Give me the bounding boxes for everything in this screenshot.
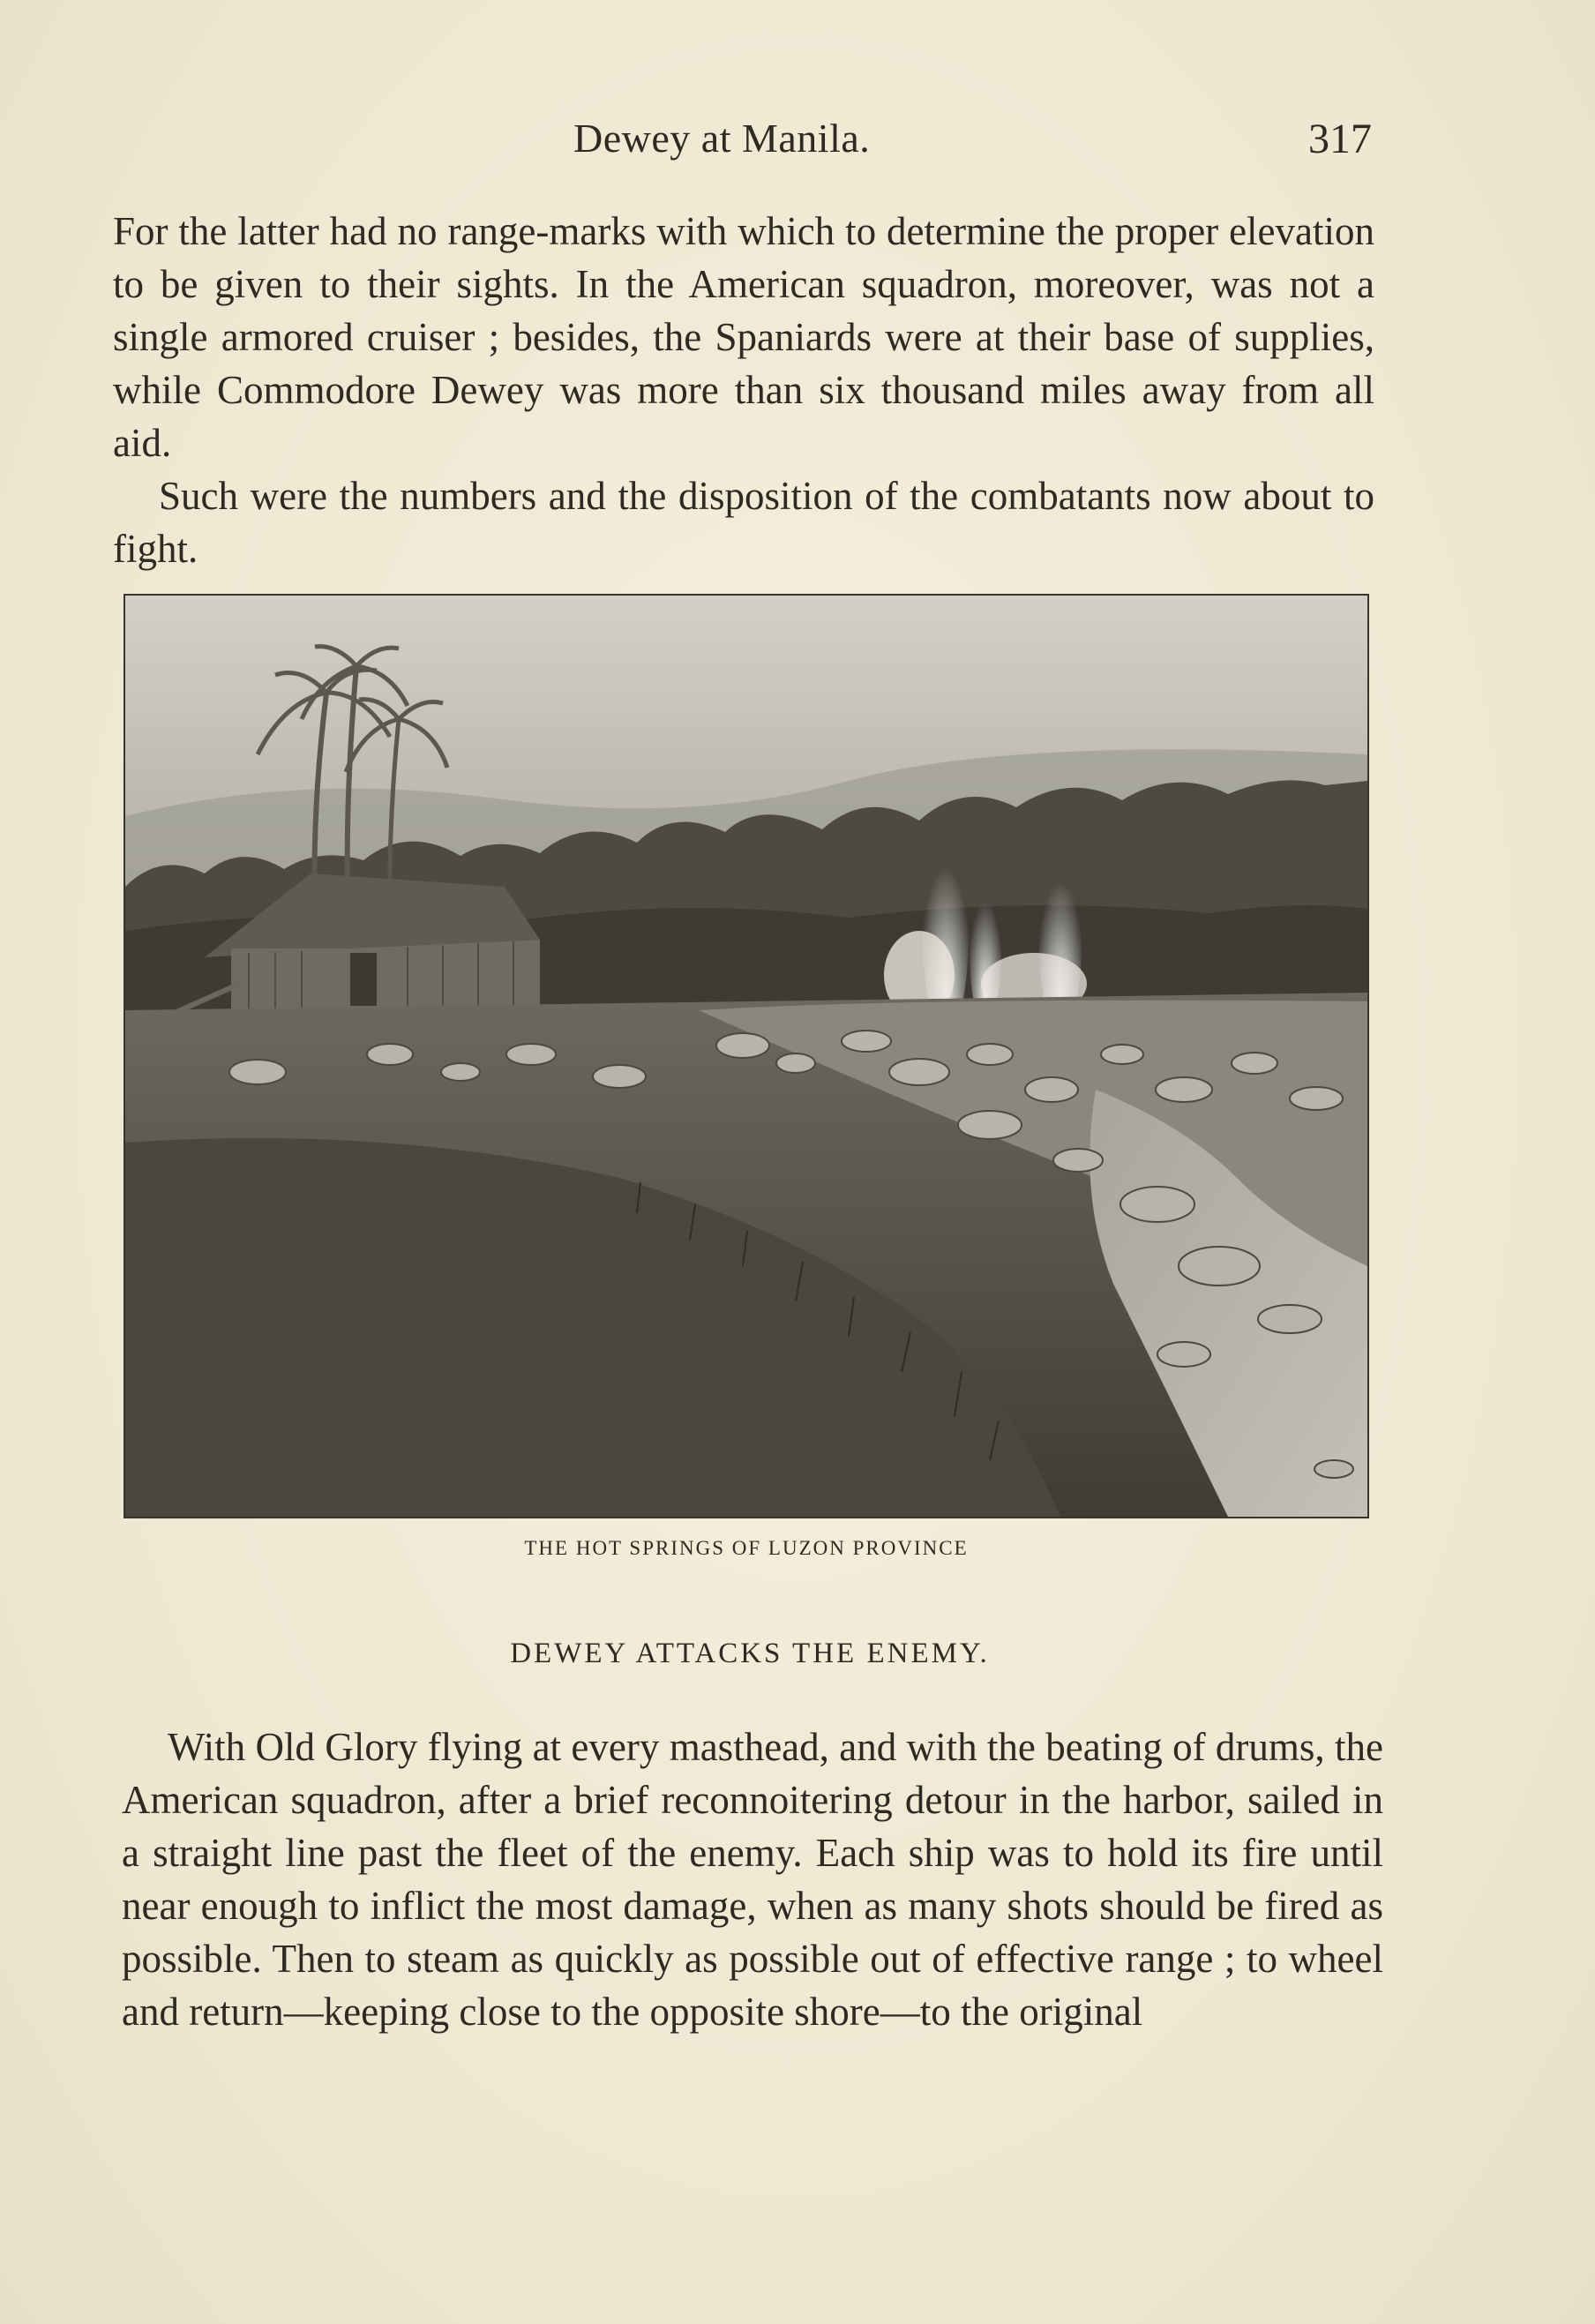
photo-illustration — [125, 596, 1367, 1517]
running-head — [115, 115, 1372, 168]
paragraph: Such were the numbers and the disposition of the combatants now about to fight. — [113, 474, 1374, 571]
section-heading: DEWEY ATTACKS THE ENEMY. — [510, 1638, 990, 1669]
photograph-hot-springs — [124, 594, 1369, 1518]
top-text-block — [113, 205, 1374, 575]
paragraph: For the latter had no range-marks with which to determine the proper elevation to be given to their sights. In the American squadron, moreover, was not a single armored cruiser ; besides, the Spaniards were at their base of supplies, while Commodore Dewey was more than six thousand miles away from all aid. — [113, 209, 1374, 465]
running-title: Dewey at Manila. — [573, 116, 871, 161]
figure-caption: THE HOT SPRINGS OF LUZON PROVINCE — [524, 1537, 969, 1559]
paragraph: With Old Glory flying at every masthead, and with the beating of drums, the American squadron, after a brief reconnoitering detour in the harbor, sailed in a straight line past the fleet of the enemy. Each ship was to hold its fire until near enough to inflict the most damage, when as many shots should be fired as possible. Then to steam as quickly as possible out of effective range ; to wheel and return—keeping close to the opposite shore—to the original — [122, 1725, 1383, 2034]
page-number: 317 — [1308, 116, 1372, 162]
section-text-block — [122, 1721, 1383, 2038]
